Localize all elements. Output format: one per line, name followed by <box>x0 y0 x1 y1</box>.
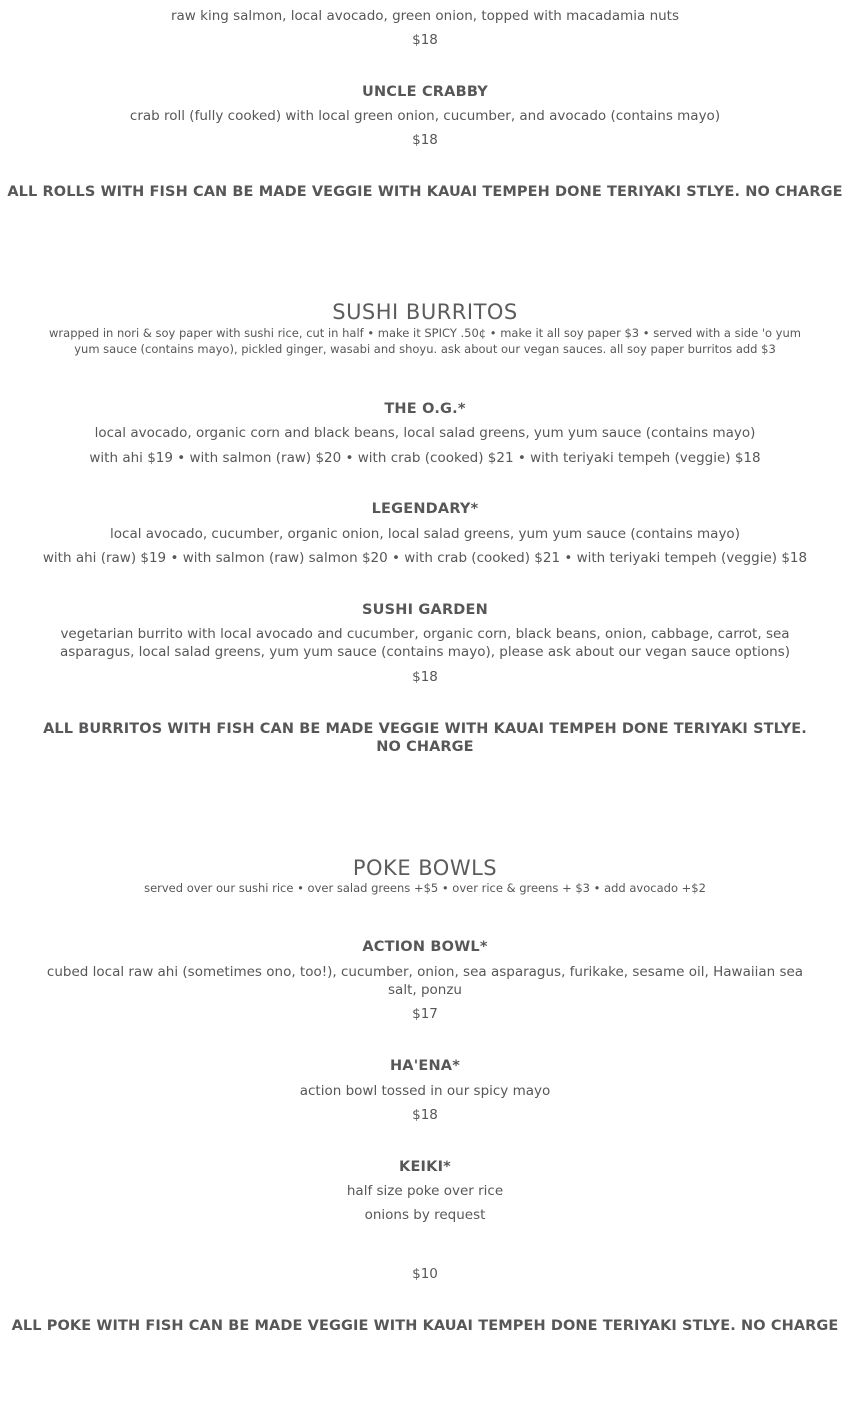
menu-item-price: $17 <box>412 1006 438 1022</box>
menu-item-price: with ahi (raw) $19 • with salmon (raw) salmon $20 • with crab (cooked) $21 • with teriyaki tempeh (veggie) $18 <box>42 550 808 566</box>
menu-item-description: action bowl tossed in our spicy mayo <box>299 1083 551 1099</box>
section-subtitle: served over our sushi rice • over salad greens +$5 • over rice & greens + $3 • add avocado +$2 <box>144 881 706 895</box>
menu-item-title: HA'ENA* <box>389 1058 461 1074</box>
menu-item-price: $10 <box>412 1266 438 1282</box>
menu-item-description: vegetarian burrito with local avocado and cucumber, organic corn, black beans, onion, cabbage, carrot, sea asparagus, local salad greens, yum yum sauce (contains mayo), please ask about our vegan sauce options) <box>59 626 791 660</box>
menu-item-title: ACTION BOWL* <box>362 939 488 955</box>
menu-item-title: UNCLE CRABBY <box>362 84 488 100</box>
menu-item-price: with ahi $19 • with salmon (raw) $20 • with crab (cooked) $21 • with teriyaki tempeh (veggie) $18 <box>89 450 761 466</box>
section-subtitle: wrapped in nori & soy paper with sushi rice, cut in half • make it SPICY .50¢ • make it all soy paper $3 • served with a side 'o yum yum sauce (contains mayo), pickled ginger, wasabi and shoyu. ask about our vegan sauces. all soy paper burritos add $3 <box>49 326 801 356</box>
menu-item-price: $18 <box>412 1107 438 1123</box>
menu-item-price: $18 <box>412 32 438 48</box>
menu-item-title: THE O.G.* <box>384 401 466 417</box>
menu-item-description: half size poke over rice <box>346 1183 504 1199</box>
menu-item-description: cubed local raw ahi (sometimes ono, too!), cucumber, onion, sea asparagus, furikake, sesame oil, Hawaiian sea salt, ponzu <box>46 964 804 998</box>
menu-item-title: LEGENDARY* <box>371 501 479 517</box>
section-title-poke-bowls: POKE BOWLS <box>352 856 498 880</box>
section-title-sushi-burritos: SUSHI BURRITOS <box>332 300 518 324</box>
menu-item-title: SUSHI GARDEN <box>361 602 488 618</box>
menu-item-description: raw king salmon, local avocado, green onion, topped with macadamia nuts <box>170 8 680 24</box>
menu-item-extra: onions by request <box>364 1207 486 1223</box>
menu-item-description: local avocado, cucumber, organic onion, local salad greens, yum yum sauce (contains mayo) <box>110 526 740 542</box>
poke-veggie-note: ALL POKE WITH FISH CAN BE MADE VEGGIE WITH KAUAI TEMPEH DONE TERIYAKI STLYE. NO CHARGE <box>11 1318 839 1334</box>
rolls-veggie-note: ALL ROLLS WITH FISH CAN BE MADE VEGGIE WITH KAUAI TEMPEH DONE TERIYAKI STLYE. NO CHARGE <box>7 184 843 200</box>
menu-item-description: crab roll (fully cooked) with local green onion, cucumber, and avocado (contains mayo) <box>129 108 721 124</box>
menu-item-price: $18 <box>412 669 438 685</box>
menu-item-price: $18 <box>412 132 438 148</box>
menu-item-title: KEIKI* <box>399 1159 451 1175</box>
burritos-veggie-note: ALL BURRITOS WITH FISH CAN BE MADE VEGGIE WITH KAUAI TEMPEH DONE TERIYAKI STLYE. NO CHARGE <box>43 721 807 755</box>
menu-item-description: local avocado, organic corn and black beans, local salad greens, yum yum sauce (contains mayo) <box>94 425 756 441</box>
